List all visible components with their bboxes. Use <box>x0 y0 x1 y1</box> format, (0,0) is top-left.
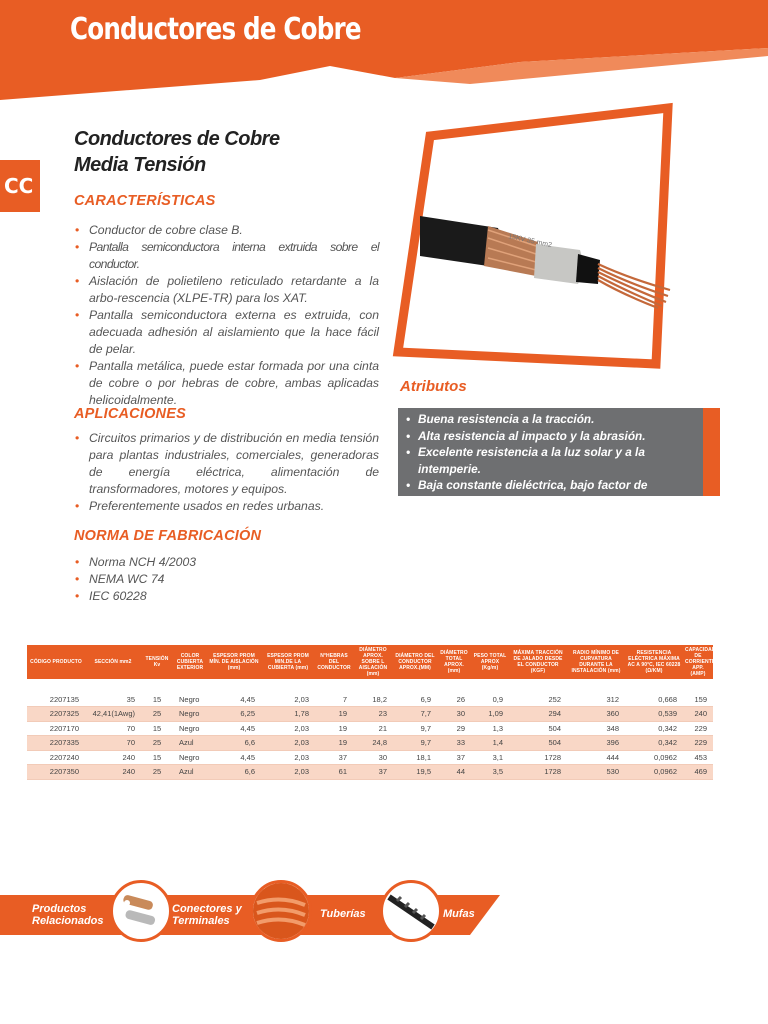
table-cell: 453 <box>683 750 713 765</box>
list-item: • Alta resistencia al impacto y la abrasión. <box>406 428 695 445</box>
table-cell: 0,342 <box>625 721 683 736</box>
table-row <box>27 736 713 751</box>
table-cell: 1,3 <box>471 721 509 736</box>
table-cell: 21 <box>353 721 393 736</box>
atributos-heading: Atributos <box>400 378 467 395</box>
table-cell: 2,03 <box>261 721 315 736</box>
column-header[interactable]: DIÁMETRO TOTAL APROX.(mm) <box>437 645 471 679</box>
table-cell: 61 <box>315 765 353 780</box>
table-cell: 9,7 <box>393 736 437 751</box>
table-cell: 2207170 <box>27 721 85 736</box>
table-cell: 360 <box>567 707 625 722</box>
terminal-icon <box>113 883 169 939</box>
column-header[interactable]: COLOR CUBIERTA EXTERIOR <box>173 645 207 679</box>
table-cell: 15 <box>141 692 173 707</box>
table-cell: Negro <box>173 721 207 736</box>
table-header-row <box>27 645 713 679</box>
table-cell: 15 <box>141 721 173 736</box>
product-title-line-1: Conductores de Cobre <box>74 128 280 150</box>
mufas-image[interactable] <box>380 880 442 942</box>
column-header[interactable]: ESPESOR PROM MÍN. DE AISLACIÓN (mm) <box>207 645 261 679</box>
table-cell: 0,0962 <box>625 750 683 765</box>
table-cell: 35 <box>85 692 141 707</box>
norma-heading: NORMA DE FABRICACIÓN <box>74 528 262 544</box>
related-products-label: Productos Relacionados <box>32 903 104 927</box>
atributos-box <box>398 408 703 509</box>
table-cell: 2207335 <box>27 736 85 751</box>
table-cell: 1,78 <box>261 707 315 722</box>
table-cell: Negro <box>173 750 207 765</box>
table-cell: 396 <box>567 736 625 751</box>
cable-illustration <box>388 98 698 378</box>
list-item: • Circuitos primarios y de distribución en media tensión para plantas industriales, comerciales, generadoras de energía eléctrica, alimentación de transformadores, motores y equipos. <box>74 430 379 498</box>
table-cell: 2,03 <box>261 692 315 707</box>
related-products-bar <box>0 880 768 950</box>
list-item: • Buena resistencia a la tracción. <box>406 411 695 428</box>
table-row <box>27 721 713 736</box>
table-cell: 1728 <box>509 750 567 765</box>
product-title-line-2: Media Tensión <box>74 154 206 176</box>
caracteristicas-list <box>74 222 379 409</box>
table-cell: 33 <box>437 736 471 751</box>
column-header[interactable]: PESO TOTAL APROX (Kg/m) <box>471 645 509 679</box>
column-header[interactable]: CAPACIDAD DE CORRIENTE APP. (AMP) <box>685 647 716 677</box>
related-item-mufas[interactable]: Mufas <box>443 908 475 920</box>
table-cell: 2207135 <box>27 692 85 707</box>
table-cell: 19 <box>315 736 353 751</box>
table-cell: 0,668 <box>625 692 683 707</box>
table-cell: 70 <box>85 736 141 751</box>
conectores-image[interactable] <box>110 880 172 942</box>
table-cell: 312 <box>567 692 625 707</box>
table-cell: Azul <box>173 736 207 751</box>
table-cell: Negro <box>173 707 207 722</box>
table-cell: 2207240 <box>27 750 85 765</box>
aplicaciones-heading: APLICACIONES <box>74 406 186 422</box>
norma-list <box>74 554 379 605</box>
column-header[interactable]: MÁXIMA TRACCIÓN DE JALADO DESDE EL CONDUCTOR (KGF) <box>509 645 567 679</box>
table-body <box>27 692 713 779</box>
list-item: • Norma NCH 4/2003 <box>74 554 379 571</box>
column-header[interactable]: RADIO MÍNIMO DE CURVATURA DURANTE LA INSTALACIÓN (mm) <box>567 645 625 679</box>
table-spacer <box>27 679 713 692</box>
table-cell: 18,1 <box>393 750 437 765</box>
list-item: • Excelente resistencia a la luz solar y a la intemperie. <box>406 444 695 477</box>
table-cell: 37 <box>437 750 471 765</box>
table-cell: 24,8 <box>353 736 393 751</box>
table-cell: Azul <box>173 765 207 780</box>
table-cell: 7 <box>315 692 353 707</box>
table-cell: 30 <box>437 707 471 722</box>
table-cell: 4,45 <box>207 750 261 765</box>
column-header[interactable]: CÓDIGO PRODUCTO <box>27 645 85 679</box>
list-item: • Aislación de polietileno reticulado retardante a la arbo-rescencia (XLPE-TR) para los XAT. <box>74 273 379 307</box>
table-cell: 0,0962 <box>625 765 683 780</box>
column-header[interactable]: DIÁMETRO APROX. SOBRE L AISLACIÓN (mm) <box>353 645 393 679</box>
table-cell: 1,4 <box>471 736 509 751</box>
table-cell: 44 <box>437 765 471 780</box>
table-cell: 2,03 <box>261 765 315 780</box>
column-header[interactable]: ESPESOR PROM MIN.DE LA CUBIERTA (mm) <box>261 645 315 679</box>
cable-image <box>388 98 698 378</box>
table-cell: 240 <box>85 750 141 765</box>
table-row <box>27 765 713 780</box>
table-cell: 37 <box>353 765 393 780</box>
product-title <box>74 126 280 178</box>
table-row <box>27 692 713 707</box>
table-cell: 7,7 <box>393 707 437 722</box>
column-header[interactable]: RESISTENCIA ELÉCTRICA MÁXIMA AC A 90°C, IEC 60228 (Ω/KM) <box>625 645 683 679</box>
table-cell: 504 <box>509 736 567 751</box>
table-cell: 25 <box>141 707 173 722</box>
table-cell: 348 <box>567 721 625 736</box>
table-cell: 6,25 <box>207 707 261 722</box>
table-cell: 4,45 <box>207 721 261 736</box>
table-cell: 294 <box>509 707 567 722</box>
spec-table <box>27 645 716 780</box>
list-item: • Preferentemente usados en redes urbanas. <box>74 498 379 515</box>
page-title: Conductores de Cobre <box>70 12 361 47</box>
caracteristicas-heading: CARACTERÍSTICAS <box>74 193 216 209</box>
table-cell: 19 <box>315 707 353 722</box>
table-cell: 19,5 <box>393 765 437 780</box>
table-cell: 240 <box>683 707 713 722</box>
table-cell: 29 <box>437 721 471 736</box>
column-header[interactable]: TENSIÓN Kv <box>141 645 173 679</box>
table-cell: 229 <box>683 736 713 751</box>
aplicaciones-list <box>74 430 379 515</box>
table-cell: 1,09 <box>471 707 509 722</box>
table-cell: 0,539 <box>625 707 683 722</box>
table-cell: 6,9 <box>393 692 437 707</box>
table-cell: 6,6 <box>207 736 261 751</box>
table-cell: 25 <box>141 765 173 780</box>
table-cell: 0,342 <box>625 736 683 751</box>
tuberias-image[interactable] <box>250 880 312 942</box>
table-cell: 70 <box>85 721 141 736</box>
table-cell: 9,7 <box>393 721 437 736</box>
table-cell: 6,6 <box>207 765 261 780</box>
column-header[interactable]: DIÁMETRO DEL CONDUCTOR APROX.(MM) <box>393 645 437 679</box>
splice-icon <box>383 883 439 939</box>
table-cell: 42,41(1Awg) <box>85 707 141 722</box>
list-item: • Pantalla semiconductora externa es extruida, con adecuada adhesión al aislamiento que la hace fácil de pelar. <box>74 307 379 358</box>
page-header <box>0 0 768 100</box>
column-header[interactable]: SECCIÓN mm2 <box>85 645 141 679</box>
table-cell: 3,1 <box>471 750 509 765</box>
table-cell: 30 <box>353 750 393 765</box>
table-cell: 2207325 <box>27 707 85 722</box>
table-cell: 229 <box>683 721 713 736</box>
table-cell: 15 <box>141 750 173 765</box>
table-cell: 2,03 <box>261 736 315 751</box>
pipe-icon <box>253 883 309 939</box>
table-cell: 159 <box>683 692 713 707</box>
atributos-list <box>406 411 695 510</box>
table-cell: 4,45 <box>207 692 261 707</box>
table-row <box>27 750 713 765</box>
table-cell: 25 <box>141 736 173 751</box>
related-item-conectores[interactable]: Conectores y Terminales <box>172 903 242 927</box>
section-tab[interactable]: CC <box>0 160 40 212</box>
table-cell: 252 <box>509 692 567 707</box>
list-item: • NEMA WC 74 <box>74 571 379 588</box>
table-cell: 444 <box>567 750 625 765</box>
svg-text:15KV 35 mm2: 15KV 35 mm2 <box>507 233 553 250</box>
table-cell: 240 <box>85 765 141 780</box>
table-cell: 0,9 <box>471 692 509 707</box>
list-item: • Conductor de cobre clase B. <box>74 222 379 239</box>
table-cell: 26 <box>437 692 471 707</box>
list-item: • Pantalla semiconductora interna extruida sobre el conductor. <box>74 239 379 273</box>
list-item: • Pantalla metálica, puede estar formada por una cinta de cobre o por hebras de cobre, ambas aplicadas helicoidalmente. <box>74 358 379 409</box>
table-cell: 23 <box>353 707 393 722</box>
table-cell: 37 <box>315 750 353 765</box>
list-item: • IEC 60228 <box>74 588 379 605</box>
table-cell: 18,2 <box>353 692 393 707</box>
list-item: • Baja constante dieléctrica, bajo factor de pérdidas y gran resistencia de aislación. <box>406 477 695 510</box>
related-item-tuberias[interactable]: Tuberías <box>320 908 366 920</box>
table-cell: 2,03 <box>261 750 315 765</box>
table-cell: 469 <box>683 765 713 780</box>
table-cell: 530 <box>567 765 625 780</box>
column-header[interactable]: N°HEBRAS DEL CONDUCTOR <box>315 645 353 679</box>
table-cell: 2207350 <box>27 765 85 780</box>
table-row <box>27 707 713 722</box>
table-cell: 1728 <box>509 765 567 780</box>
table-cell: 19 <box>315 721 353 736</box>
table-cell: 3,5 <box>471 765 509 780</box>
table-cell: Negro <box>173 692 207 707</box>
table-cell: 504 <box>509 721 567 736</box>
